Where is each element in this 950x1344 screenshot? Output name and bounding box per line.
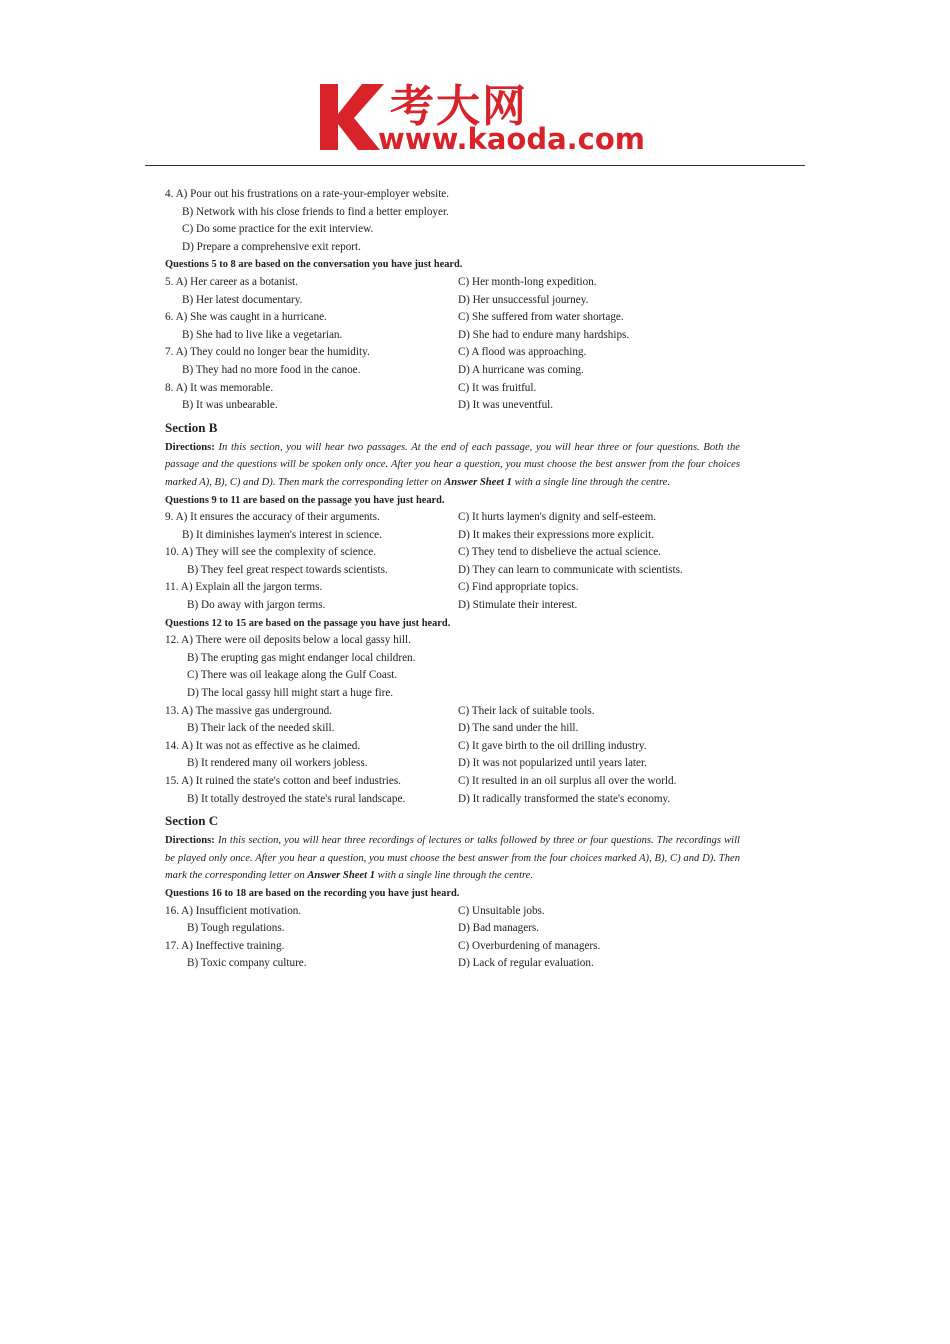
question-8-row2: B) It was unbearable. D) It was uneventful. <box>182 399 554 412</box>
question-7-row1: 7. A) They could no longer bear the humidity. C) A flood was approaching. <box>165 346 587 359</box>
question-5-row2: B) Her latest documentary. D) Her unsuccessful journey. <box>182 293 589 306</box>
question-10-row2: B) They feel great respect towards scientists. D) They can learn to communicate with scientists. <box>187 563 683 576</box>
section-c-title: Section C <box>165 813 219 829</box>
question-12-b: B) The erupting gas might endanger local children. <box>187 651 416 664</box>
question-12-d: D) The local gassy hill might start a huge fire. <box>187 687 394 700</box>
question-5-row1: 5. A) Her career as a botanist. C) Her month-long expedition. <box>165 275 597 288</box>
questions-9-11-heading: Questions 9 to 11 are based on the passage you have just heard. <box>165 494 445 506</box>
question-8-row1: 8. A) It was memorable. C) It was fruitful. <box>165 381 537 394</box>
question-9-row2: B) It diminishes laymen's interest in science. D) It makes their expressions more explicit. <box>182 528 655 541</box>
section-b-directions: Directions: In this section, you will hear two passages. At the end of each passage, you will hear three or four questions. Both the passage and the questions will be spoken only once. After you hear a question, you must choose the best answer from the four choices marked A), B), C) and D). Then mark the corresponding letter on Answer Sheet 1 with a single line through the centre. <box>165 441 740 488</box>
question-11-row1: 11. A) Explain all the jargon terms. C) Find appropriate topics. <box>165 581 579 594</box>
question-4-b: B) Network with his close friends to find a better employer. <box>182 205 449 218</box>
question-17-row1: 17. A) Ineffective training. C) Overburdening of managers. <box>165 939 601 952</box>
question-16-row1: 16. A) Insufficient motivation. C) Unsuitable jobs. <box>165 904 545 917</box>
question-12-a: 12. A) There were oil deposits below a local gassy hill. <box>165 634 411 647</box>
logo-url-text: www.kaoda.com <box>378 122 645 156</box>
section-b-title: Section B <box>165 419 218 435</box>
question-6-row2: B) She had to live like a vegetarian. D) She had to endure many hardships. <box>182 328 630 341</box>
questions-16-18-heading: Questions 16 to 18 are based on the recording you have just heard. <box>165 887 460 899</box>
question-4-d: D) Prepare a comprehensive exit report. <box>182 240 361 253</box>
question-4-a: 4. A) Pour out his frustrations on a rate-your-employer website. <box>165 188 450 200</box>
exam-content <box>165 186 740 973</box>
question-7-row2: B) They had no more food in the canoe. D) A hurricane was coming. <box>182 363 584 376</box>
section-c-directions: Directions: In this section, you will hear three recordings of lectures or talks followed by three or four questions. The recordings will be played only once. After you hear a question, you must choose the best answer from the four choices marked A), B), C) and D). Then mark the corresponding letter on Answer Sheet 1 with a single line through the centre. <box>165 835 740 882</box>
question-13-row2: B) Their lack of the needed skill. D) The sand under the hill. <box>187 722 579 735</box>
question-16-row2: B) Tough regulations. D) Bad managers. <box>187 922 540 935</box>
question-14-row2: B) It rendered many oil workers jobless. D) It was not popularized until years later. <box>187 757 647 770</box>
kaoda-logo <box>318 72 645 162</box>
k-logo-icon <box>318 80 386 152</box>
question-11-row2: B) Do away with jargon terms. D) Stimulate their interest. <box>187 599 578 612</box>
header-divider <box>145 165 805 166</box>
question-15-row2: B) It totally destroyed the state's rural landscape. D) It radically transformed the state's economy. <box>187 792 671 805</box>
logo-chinese-text: 考大网 <box>390 81 528 132</box>
question-12-c: C) There was oil leakage along the Gulf Coast. <box>187 669 398 682</box>
question-17-row2: B) Toxic company culture. D) Lack of regular evaluation. <box>187 957 594 970</box>
question-13-row1: 13. A) The massive gas underground. C) Their lack of suitable tools. <box>165 704 595 717</box>
question-14-row1: 14. A) It was not as effective as he claimed. C) It gave birth to the oil drilling industry. <box>165 739 647 752</box>
question-4-c: C) Do some practice for the exit interview. <box>182 223 374 236</box>
question-15-row1: 15. A) It ruined the state's cotton and beef industries. C) It resulted in an oil surplus all over the world. <box>165 775 677 787</box>
questions-5-8-heading: Questions 5 to 8 are based on the conversation you have just heard. <box>165 259 463 271</box>
question-10-row1: 10. A) They will see the complexity of science. C) They tend to disbelieve the actual science. <box>165 546 661 559</box>
question-9-row1: 9. A) It ensures the accuracy of their arguments. C) It hurts laymen's dignity and self-esteem. <box>165 511 657 524</box>
question-6-row1: 6. A) She was caught in a hurricane. C) She suffered from water shortage. <box>165 311 624 324</box>
questions-12-15-heading: Questions 12 to 15 are based on the passage you have just heard. <box>165 617 451 629</box>
